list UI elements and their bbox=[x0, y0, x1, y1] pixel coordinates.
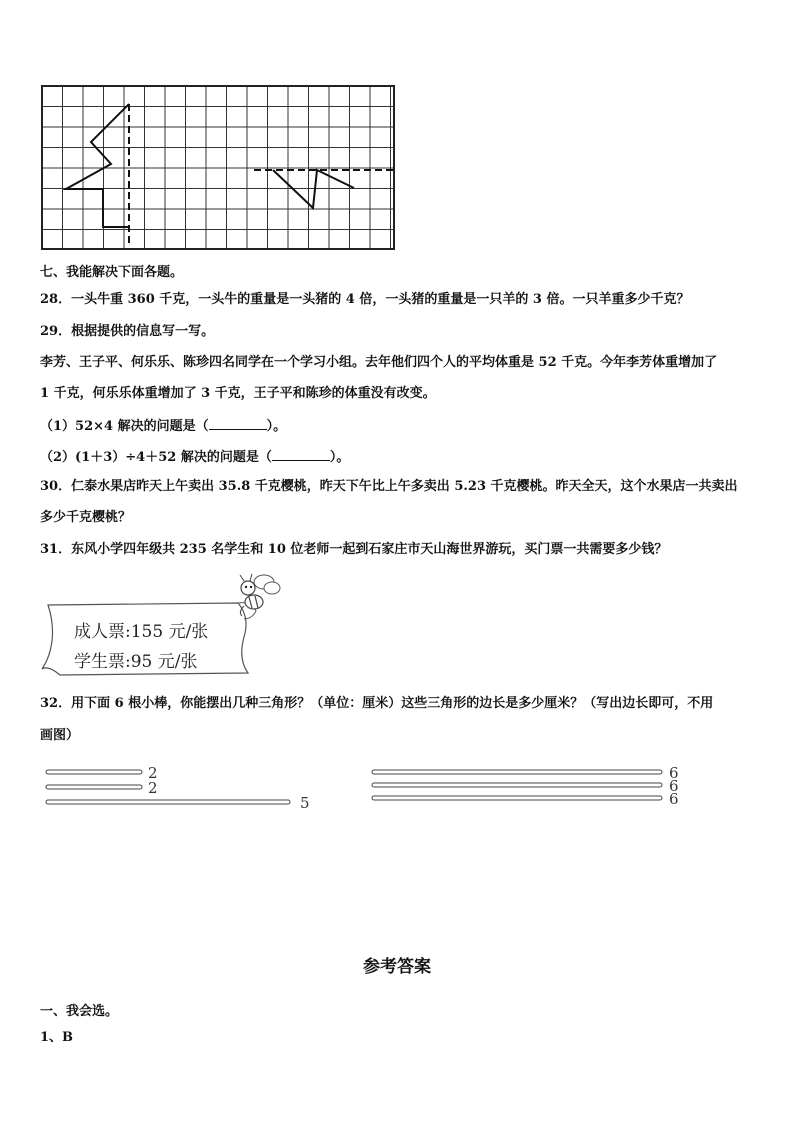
question-30-line-1: 30．仁泰水果店昨天上午卖出 35.8 千克樱桃，昨天下午比上午多卖出 5.23 千克樱桃。昨天全天，这个水果店一共卖出 bbox=[40, 479, 738, 494]
stick-length-label: 2 bbox=[148, 779, 158, 797]
question-32-line-2: 画图） bbox=[40, 728, 80, 743]
answers-section-one: 一、我会选。 bbox=[40, 1004, 119, 1019]
stick-length-label: 5 bbox=[300, 794, 310, 812]
stick-length-label: 6 bbox=[669, 790, 679, 808]
question-30-line-2: 多少千克樱桃？ bbox=[40, 510, 132, 525]
question-32-line-1: 32．用下面 6 根小棒，你能摆出几种三角形？（单位：厘米）这些三角形的边长是多少厘米？（写出边长即可，不用 bbox=[40, 696, 714, 711]
question-29-title: 29．根据提供的信息写一写。 bbox=[40, 324, 215, 339]
stick bbox=[372, 796, 662, 800]
sub2-suffix: ）。 bbox=[329, 450, 350, 465]
sub1-suffix: ）。 bbox=[266, 419, 287, 434]
question-28: 28．一头牛重 360 千克，一头牛的重量是一头猪的 4 倍，一头猪的重量是一只羊的 3 倍。一只羊重多少千克？ bbox=[40, 292, 690, 307]
stick-length-label: 6 bbox=[669, 777, 679, 795]
sub2-prefix: （2）(1＋3）÷4＋52 解决的问题是（ bbox=[40, 450, 272, 465]
question-29-sub-1 bbox=[40, 415, 760, 437]
sticks-left bbox=[44, 764, 304, 808]
answer-1: 1、B bbox=[40, 1030, 74, 1045]
stick bbox=[372, 770, 662, 774]
question-29-info-2: 1 千克，何乐乐体重增加了 3 千克，王子平和陈珍的体重没有改变。 bbox=[40, 386, 436, 401]
answer-blank[interactable] bbox=[209, 415, 267, 430]
student-ticket-price: 学生票:95 元/张 bbox=[74, 652, 198, 672]
question-29-sub-2 bbox=[40, 446, 760, 468]
answer-blank[interactable] bbox=[272, 446, 330, 461]
stick bbox=[372, 783, 662, 787]
grid-figure bbox=[38, 84, 398, 252]
question-31: 31．东风小学四年级共 235 名学生和 10 位老师一起到石家庄市天山海世界游玩，买门票一共需要多少钱？ bbox=[40, 542, 668, 557]
stick-length-label: 2 bbox=[148, 764, 158, 782]
question-29-info-1: 李芳、王子平、何乐乐、陈珍四名同学在一个学习小组。去年他们四个人的平均体重是 52 千克。今年李芳体重增加了 bbox=[40, 355, 718, 370]
stick-length-label: 6 bbox=[669, 764, 679, 782]
sticks-right bbox=[370, 764, 670, 808]
answers-title: 参考答案 bbox=[363, 957, 431, 977]
section-seven-heading: 七、我能解决下面各题。 bbox=[40, 265, 184, 280]
bee-illustration bbox=[228, 572, 284, 618]
sub1-prefix: （1）52×4 解决的问题是（ bbox=[40, 419, 209, 434]
stick bbox=[46, 785, 142, 789]
adult-ticket-price: 成人票:155 元/张 bbox=[74, 622, 209, 642]
stick bbox=[46, 770, 142, 774]
stick bbox=[46, 800, 290, 804]
